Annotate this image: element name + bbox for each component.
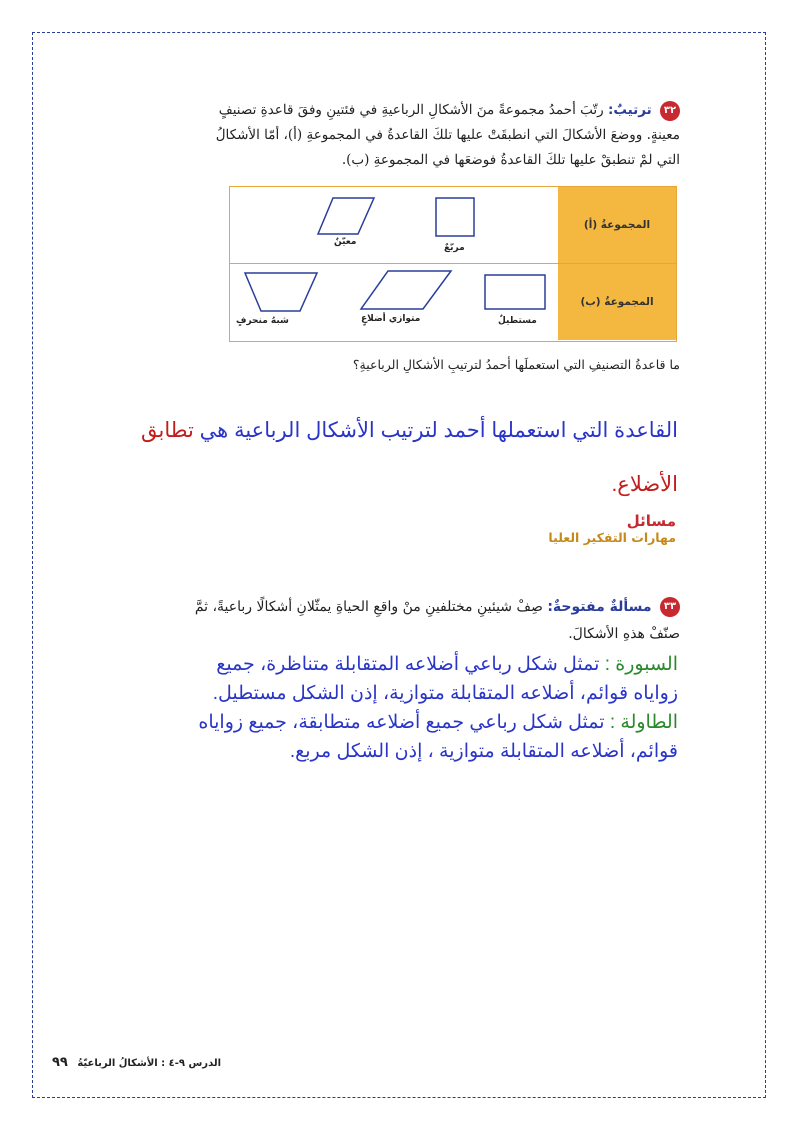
parallelogram-shape bbox=[360, 270, 452, 310]
question-32-line-3: التي لمْ تنطبقْ عليها تلكَ القاعدةُ فوضعَها في المجموعةِ (ب). bbox=[341, 152, 680, 168]
square-label: مربّعٌ bbox=[444, 243, 465, 253]
section-heading bbox=[548, 512, 676, 545]
answer-32-text: القاعدة التي استعملها أحمد لترتيب الأشكال الرباعية هي bbox=[199, 419, 678, 442]
answer-32 bbox=[118, 404, 678, 512]
table-row-group-a bbox=[230, 187, 676, 264]
question-title: ترتيبٌ: bbox=[607, 102, 652, 118]
answer-33-label-table: الطاولة : bbox=[609, 712, 678, 733]
answer-32-highlight: تطابق bbox=[141, 419, 194, 442]
rectangle-label: مستطيلٌ bbox=[498, 316, 537, 326]
question-number-badge: ٣٢ bbox=[660, 101, 680, 121]
answer-33-text-2b: قوائم، أضلاعه المتقابلة متوازية ، إذن الشكل مربع. bbox=[289, 741, 678, 762]
answer-32-line-2: الأضلاع. bbox=[611, 473, 678, 496]
table-row-group-b bbox=[230, 264, 676, 340]
answer-33-line-3 bbox=[118, 708, 678, 737]
answer-32-line-1 bbox=[118, 404, 678, 458]
rhombus-shape bbox=[317, 197, 375, 235]
classification-table bbox=[229, 186, 677, 342]
question-32-line-2: معينةٍ. ووضعَ الأشكالَ التي انطبقَتْ عليها تلكَ القاعدةُ في المجموعةِ (أ)، أمّا الأشكالُ bbox=[215, 127, 680, 143]
question-text: رتّبَ أحمدُ مجموعةً منَ الأشكالِ الرباعيةِ في فئتينِ وفقَ قاعدةِ تصنيفٍ bbox=[218, 102, 604, 118]
question-text: صِفْ شيئينِ مختلفينِ منْ واقعِ الحياةِ يمثّلانِ أشكالًا رباعيةً، ثمَّ bbox=[194, 599, 543, 615]
rectangle-shape bbox=[484, 274, 546, 310]
answer-33 bbox=[118, 650, 678, 766]
section-title: مسائل bbox=[626, 512, 676, 530]
question-title: مسألةٌ مفتوحةٌ: bbox=[547, 599, 652, 615]
group-b-label: المجموعةُ (ب) bbox=[558, 264, 676, 340]
answer-33-text-1a: تمثل شكل رباعي أضلاعه المتقابلة متناظرة، جميع bbox=[216, 654, 600, 675]
page-footer bbox=[52, 1055, 221, 1070]
answer-33-line-1 bbox=[118, 650, 678, 679]
question-32-line-1 bbox=[120, 98, 680, 123]
trapezoid-label: شبهُ منحرفٍ bbox=[236, 316, 289, 326]
answer-33-label-board: السبورة : bbox=[604, 654, 678, 675]
page-number: ٩٩ bbox=[52, 1055, 68, 1070]
answer-33-text-1b: زواياه قوائم، أضلاعه المتقابلة متوازية، إذن الشكل مستطيل. bbox=[212, 683, 678, 704]
parallelogram-label: متوازي أضلاعٍ bbox=[361, 314, 421, 324]
question-33-line-2: صنّفْ هذهِ الأشكالَ. bbox=[568, 626, 680, 642]
answer-33-text-2a: تمثل شكل رباعي جميع أضلاعه متطابقة، جميع زواياه bbox=[198, 712, 605, 733]
square-shape bbox=[435, 197, 475, 237]
question-33-line-1 bbox=[120, 594, 680, 621]
question-32 bbox=[120, 98, 680, 173]
rhombus-label: معيّنٌ bbox=[334, 237, 357, 247]
question-number-badge: ٣٣ bbox=[660, 597, 680, 617]
trapezoid-shape bbox=[244, 272, 318, 312]
footer-lesson: الدرس ٩-٤ : الأشكالُ الرباعيّةُ bbox=[77, 1058, 222, 1069]
group-a-label: المجموعةُ (أ) bbox=[558, 187, 676, 263]
question-33 bbox=[120, 594, 680, 648]
question-32-ask: ما قاعدةُ التصنيفِ التي استعملَها أحمدُ لترتيبِ الأشكالِ الرباعيةِ؟ bbox=[352, 357, 680, 372]
section-subtitle: مهارات التفكير العليا bbox=[548, 530, 676, 545]
